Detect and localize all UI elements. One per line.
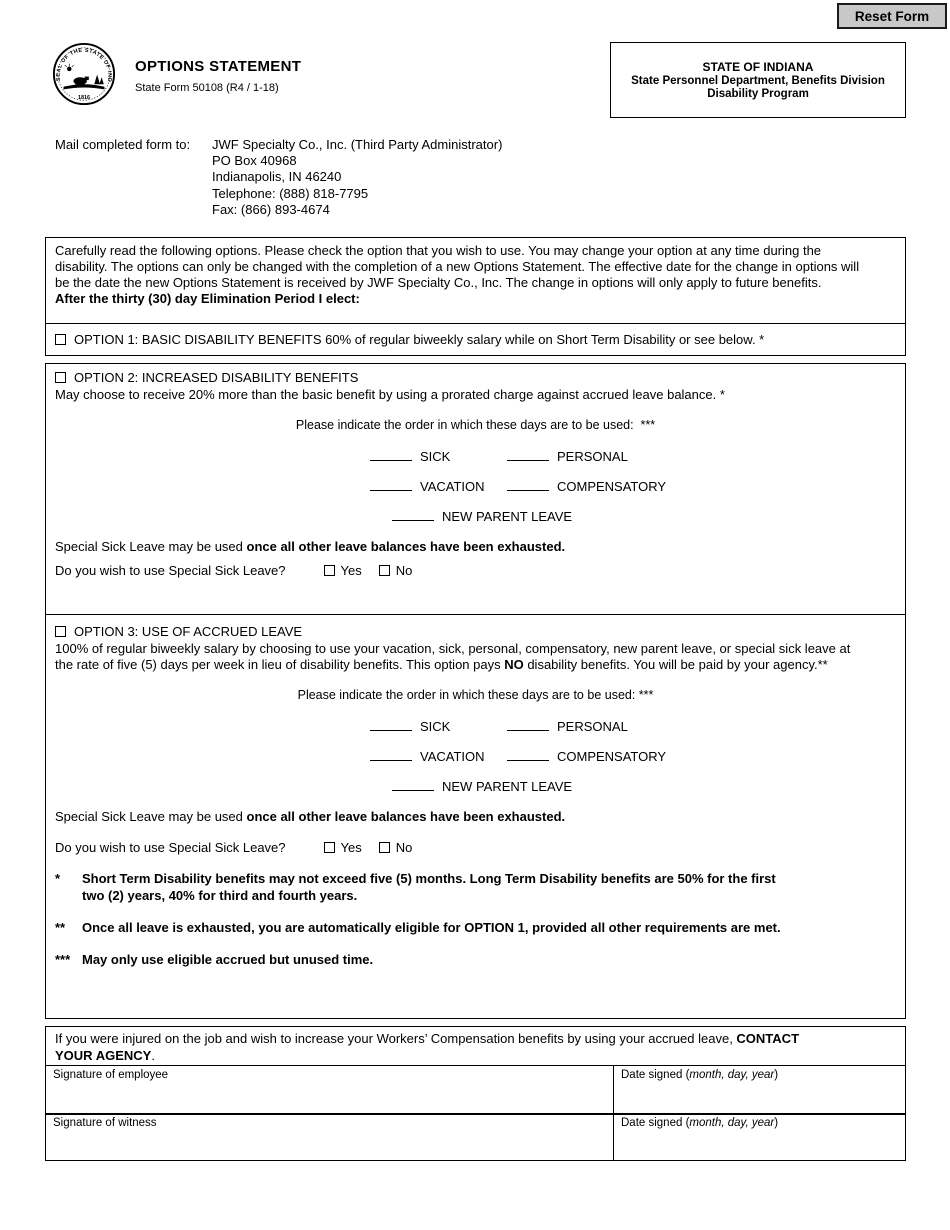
- option-3-order-prompt: Please indicate the order in which these days are to be used: ***: [297, 688, 654, 702]
- workers-comp-note-box: [45, 1026, 906, 1066]
- yes-label: Yes: [340, 840, 362, 855]
- mail-line-company: JWF Specialty Co., Inc. (Third Party Administrator): [212, 137, 503, 152]
- agency-department-line: State Personnel Department, Benefits Division: [631, 75, 885, 87]
- table-row: [45, 1113, 906, 1161]
- sick-label: SICK: [420, 719, 451, 734]
- vacation-label: VACATION: [420, 478, 485, 494]
- option-2-label: OPTION 2: INCREASED DISABILITY BENEFITS: [74, 369, 359, 385]
- option3-vacation-order-blank[interactable]: [370, 748, 412, 761]
- signature-witness-label: Signature of witness: [53, 1117, 157, 1129]
- option2-no-checkbox[interactable]: [379, 565, 390, 576]
- yes-label: Yes: [340, 562, 362, 578]
- option-1-checkbox[interactable]: [55, 334, 66, 345]
- footnote-marker: *: [55, 871, 61, 886]
- option2-personal-order-blank[interactable]: [507, 448, 549, 461]
- mail-to-label: Mail completed form to:: [55, 137, 191, 152]
- personal-label: PERSONAL: [557, 448, 628, 464]
- sick-label: SICK: [420, 448, 451, 464]
- mail-line-pobox: PO Box 40968: [212, 153, 297, 169]
- footnote-text: Once all leave is exhausted, you are automatically eligible for OPTION 1, provided all other requirements are met.: [82, 920, 781, 935]
- footnote-marker: ***: [55, 952, 71, 967]
- signature-table: [45, 1065, 906, 1162]
- personal-label: PERSONAL: [557, 719, 628, 734]
- option-3-label: OPTION 3: USE OF ACCRUED LEAVE: [74, 624, 303, 639]
- footnote-text: May only use eligible accrued but unused time.: [82, 952, 374, 967]
- date-signed-label: Date signed (month, day, year): [621, 1117, 779, 1129]
- footnote-single-asterisk: [55, 870, 896, 904]
- no-label: No: [395, 562, 413, 578]
- option-2-order-prompt: Please indicate the order in which these days are to be used: ***: [295, 417, 656, 432]
- option-2-special-sick-note: [55, 538, 896, 555]
- form-body: [45, 237, 906, 1161]
- page-title: OPTIONS STATEMENT: [135, 58, 302, 75]
- mail-to-address: [212, 137, 502, 218]
- seal-year-text: 1816: [77, 94, 91, 101]
- workers-comp-text-post: .: [151, 1047, 155, 1063]
- date-signed-witness-field[interactable]: [614, 1114, 905, 1160]
- instructions-box: [45, 237, 906, 324]
- title-block: [135, 58, 301, 94]
- workers-comp-contact-bold: CONTACT: [736, 1031, 800, 1046]
- option3-personal-order-blank[interactable]: [507, 718, 549, 731]
- option-3-description-bold: NO: [504, 657, 524, 672]
- no-label: No: [395, 840, 413, 855]
- mail-to-block: [55, 137, 502, 218]
- reset-form-button[interactable]: Reset Form: [837, 3, 947, 29]
- option-1-label: OPTION 1: BASIC DISABILITY BENEFITS 60% of regular biweekly salary while on Short Term Disability or see below. *: [74, 331, 765, 347]
- option-3-description: [55, 641, 863, 673]
- special-sick-note-bold: once all other leave balances have been exhausted.: [246, 809, 566, 824]
- option-3-box: [45, 614, 906, 1019]
- footnote-text: Short Term Disability benefits may not exceed five (5) months. Long Term Disability benefits are 50% for the first two (2) years, 40% for third and fourth years.: [82, 871, 776, 903]
- signature-witness-field[interactable]: [46, 1114, 614, 1160]
- state-seal-logo: [52, 42, 116, 106]
- footnote-marker: **: [55, 920, 66, 935]
- option-2-box: [45, 363, 906, 616]
- option2-yes-checkbox[interactable]: [324, 565, 335, 576]
- form-number: State Form 50108 (R4 / 1-18): [135, 82, 279, 94]
- compensatory-label: COMPENSATORY: [557, 749, 667, 764]
- option3-yes-checkbox[interactable]: [324, 842, 335, 853]
- workers-comp-agency-bold: YOUR AGENCY: [55, 1047, 152, 1063]
- agency-state-line: STATE OF INDIANA: [702, 60, 814, 74]
- elect-line: After the thirty (30) day Elimination Period I elect:: [55, 291, 360, 306]
- option-3-special-sick-question-row: [55, 840, 896, 855]
- instructions-text: Carefully read the following options. Please check the option that you wish to use. You may change your option at any time during the disability. The options can only be changed with the completion of a new Options Statement. The effective date for the change in options will be the date the new Options Statement is received by JWF Specialty Co., Inc. The change in options will only apply to future benefits.: [55, 243, 860, 290]
- special-sick-note-pre: Special Sick Leave may be used: [55, 538, 247, 554]
- option2-vacation-order-blank[interactable]: [370, 478, 412, 491]
- option2-sick-order-blank[interactable]: [370, 448, 412, 461]
- seal-ring-text: SEAL OF THE STATE OF IND: [55, 47, 113, 83]
- footnotes: [55, 870, 896, 968]
- option-3-description-pre: 100% of regular biweekly salary by choosing to use your vacation, sick, personal, compensatory, new parent leave, or special sick leave at the rate of five (5) days per week in lieu of disability benefits. This option pays: [55, 641, 851, 672]
- date-signed-employee-field[interactable]: [614, 1066, 905, 1114]
- vacation-label: VACATION: [420, 749, 485, 764]
- workers-comp-text-pre: If you were injured on the job and wish to increase your Workers’ Compensation benefits by using your accrued leave,: [55, 1031, 737, 1046]
- footnote-triple-asterisk: [55, 951, 896, 968]
- indiana-seal-icon: [52, 42, 116, 106]
- new-parent-leave-label: NEW PARENT LEAVE: [442, 779, 573, 794]
- agency-header-box: [610, 42, 906, 118]
- compensatory-label: COMPENSATORY: [557, 478, 667, 494]
- option3-sick-order-blank[interactable]: [370, 718, 412, 731]
- option-3-leave-order: [370, 718, 896, 794]
- signature-employee-field[interactable]: [46, 1066, 614, 1114]
- mail-line-fax: Fax: (866) 893-4674: [212, 201, 330, 217]
- option-2-description: May choose to receive 20% more than the basic benefit by using a prorated charge against accrued leave balance. *: [55, 386, 725, 402]
- option-2-leave-order: [370, 448, 896, 524]
- option-3-description-post: disability benefits. You will be paid by your agency.**: [523, 657, 828, 672]
- special-sick-note-bold: once all other leave balances have been exhausted.: [246, 538, 566, 554]
- mail-line-telephone: Telephone: (888) 818-7795: [212, 185, 369, 201]
- mail-line-city: Indianapolis, IN 46240: [212, 169, 342, 185]
- option-3-special-sick-note: [55, 808, 896, 825]
- option-3-checkbox[interactable]: [55, 626, 66, 637]
- new-parent-leave-label: NEW PARENT LEAVE: [442, 508, 573, 524]
- option-2-special-sick-question-row: [55, 563, 896, 578]
- option-2-checkbox[interactable]: [55, 372, 66, 383]
- special-sick-question: Do you wish to use Special Sick Leave?: [55, 562, 286, 578]
- option3-no-checkbox[interactable]: [379, 842, 390, 853]
- special-sick-question: Do you wish to use Special Sick Leave?: [55, 840, 286, 855]
- option3-new-parent-order-blank[interactable]: [392, 778, 434, 791]
- special-sick-note-pre: Special Sick Leave may be used: [55, 809, 247, 824]
- option2-compensatory-order-blank[interactable]: [507, 478, 549, 491]
- table-row: [45, 1065, 906, 1115]
- option3-compensatory-order-blank[interactable]: [507, 748, 549, 761]
- signature-employee-label: Signature of employee: [53, 1068, 169, 1081]
- footnote-double-asterisk: [55, 919, 896, 936]
- agency-program-line: Disability Program: [707, 88, 809, 100]
- option2-new-parent-order-blank[interactable]: [392, 508, 434, 521]
- option-1-box: [45, 323, 906, 356]
- date-signed-label: Date signed (month, day, year): [621, 1068, 779, 1081]
